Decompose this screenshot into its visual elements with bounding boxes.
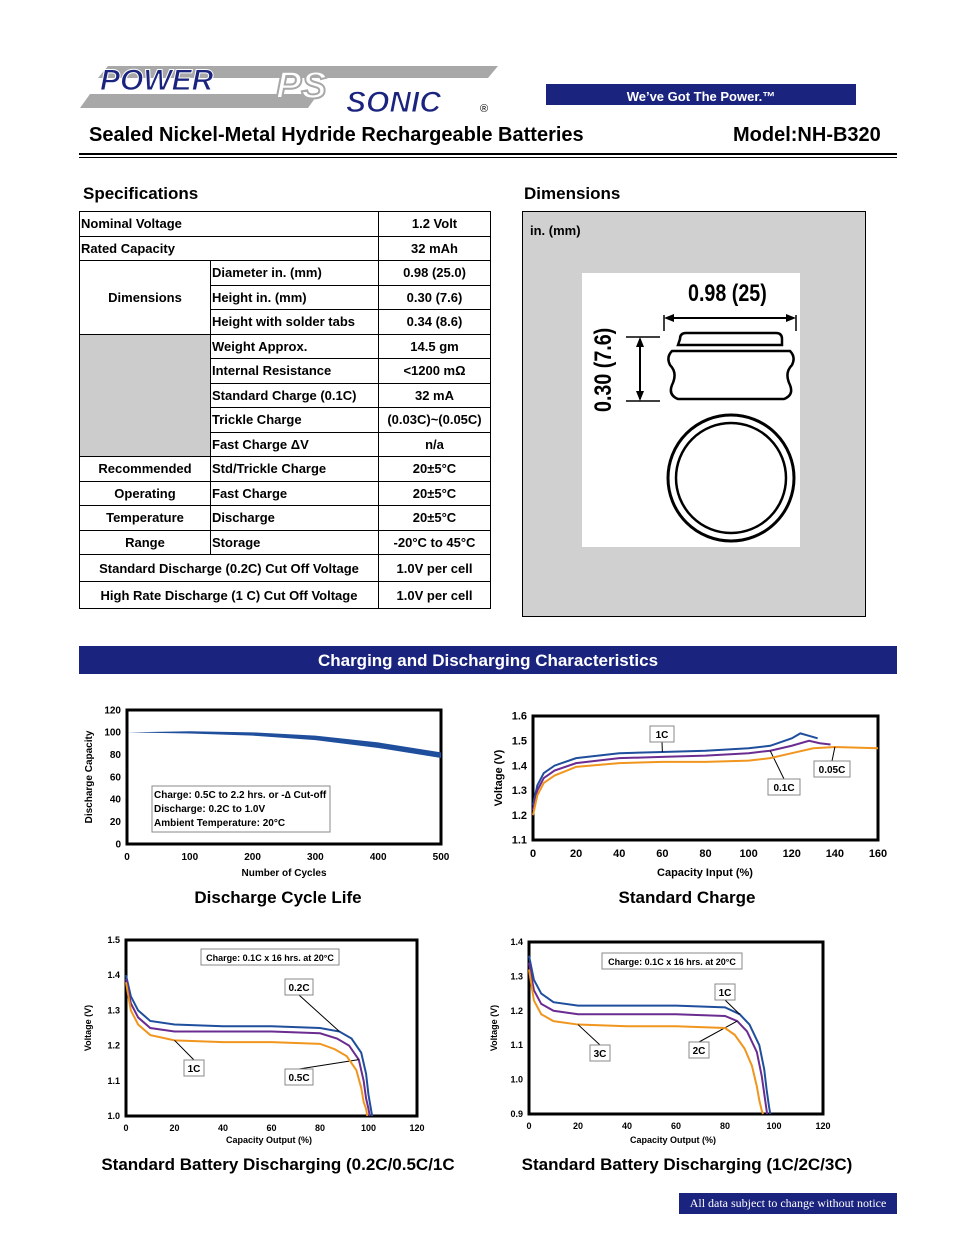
spec-value: 32 mA [379, 383, 491, 408]
y-tick-label: 1.1 [510, 1040, 523, 1051]
temperature-group-line: Operating [80, 481, 211, 506]
spec-label: Standard Discharge (0.2C) Cut Off Voltage [80, 555, 379, 582]
x-tick-label: 40 [621, 1121, 633, 1131]
annotation-line: Ambient Temperature: 20°C [154, 818, 286, 829]
spec-value: 1.0V per cell [379, 555, 491, 582]
annotation-line: Charge: 0.5C to 2.2 hrs. or -∆ Cut-off [154, 790, 327, 801]
spec-label: Weight Approx. [211, 334, 379, 359]
specifications-heading: Specifications [83, 184, 199, 203]
page-title: Sealed Nickel-Metal Hydride Rechargeable Batteries [89, 124, 584, 146]
y-axis-label: Discharge Capacity [84, 730, 95, 824]
table-row [80, 457, 491, 482]
y-tick-label: 1.1 [107, 1075, 120, 1086]
tagline-banner: We’ve Got The Power.™ [546, 84, 856, 105]
spec-value: 14.5 gm [379, 334, 491, 359]
footer-notice: All data subject to change without notice [679, 1193, 897, 1214]
x-tick-label: 100 [181, 852, 199, 863]
standard-charge-chart [488, 706, 898, 888]
grey-spacer-cell [80, 334, 211, 457]
spec-label: Fast Charge ΔV [211, 432, 379, 457]
y-tick-label: 1.2 [107, 1040, 120, 1051]
series-label: 1C [187, 1064, 201, 1075]
temperature-group-line: Range [80, 530, 211, 555]
spec-value: 20±5°C [379, 457, 491, 482]
chart-annotation: Charge: 0.1C x 16 hrs. at 20°C [206, 953, 334, 963]
y-tick-label: 100 [104, 727, 121, 739]
chart-annotation: Charge: 0.1C x 16 hrs. at 20°C [608, 957, 736, 967]
y-tick-label: 1.5 [511, 735, 527, 748]
y-tick-label: 0.9 [510, 1109, 523, 1119]
y-axis-label: Voltage (V) [489, 1004, 499, 1052]
series-label: 1C [655, 730, 669, 741]
cycle-life-chart [79, 700, 459, 885]
y-tick-label: 1.3 [107, 1005, 120, 1016]
series-label: 2C [692, 1046, 706, 1057]
spec-label: Internal Resistance [211, 359, 379, 384]
discharge-high-rate-chart [488, 936, 888, 1152]
y-tick-label: 1.2 [510, 1005, 523, 1016]
table-row [80, 481, 491, 506]
spec-label: Storage [211, 530, 379, 555]
x-tick-label: 100 [766, 1121, 782, 1131]
spec-value: 0.34 (8.6) [379, 310, 491, 335]
svg-text:®: ® [480, 103, 489, 115]
spec-label: Trickle Charge [211, 408, 379, 433]
x-tick-label: 60 [656, 848, 669, 860]
x-tick-label: 80 [719, 1121, 731, 1131]
spec-value: <1200 mΩ [379, 359, 491, 384]
x-tick-label: 80 [314, 1123, 326, 1133]
discharge-low-rate-chart [79, 932, 459, 1152]
table-row [80, 212, 491, 237]
table-row [80, 334, 491, 359]
spec-value: 32 mAh [379, 236, 491, 261]
y-tick-label: 20 [109, 817, 121, 828]
x-tick-label: 40 [217, 1123, 229, 1133]
x-tick-label: 500 [432, 852, 450, 863]
spec-label: Diameter in. (mm) [211, 261, 379, 286]
series-label: 0.05C [818, 765, 846, 776]
x-tick-label: 40 [613, 848, 626, 860]
y-tick-label: 120 [104, 705, 121, 717]
y-tick-label: 1.6 [511, 710, 527, 723]
series-label: 0.5C [288, 1073, 310, 1084]
header-rule-thin [79, 157, 897, 158]
x-tick-label: 0 [124, 852, 130, 863]
x-tick-label: 80 [699, 848, 712, 860]
x-tick-label: 0 [529, 848, 537, 860]
standard-charge-caption: Standard Charge [618, 888, 756, 907]
y-tick-label: 1.0 [510, 1074, 523, 1085]
x-tick-label: 20 [572, 1121, 584, 1131]
spec-value: n/a [379, 432, 491, 457]
discharge-high-rate-caption: Standard Battery Discharging (1C/2C/3C) [521, 1155, 853, 1174]
x-axis-label: Capacity Output (%) [629, 1135, 717, 1145]
spec-value: (0.03C)~(0.05C) [379, 408, 491, 433]
table-row [80, 530, 491, 555]
spec-label: Standard Charge (0.1C) [211, 383, 379, 408]
spec-label: Nominal Voltage [80, 212, 379, 237]
x-tick-label: 20 [169, 1123, 180, 1133]
svg-text:PS: PS [276, 65, 327, 107]
spec-value: 0.30 (7.6) [379, 285, 491, 310]
y-tick-label: 0 [115, 839, 121, 851]
spec-label: Height with solder tabs [211, 310, 379, 335]
x-tick-label: 200 [244, 852, 261, 863]
y-tick-label: 40 [109, 794, 121, 806]
series-label: 0.2C [288, 983, 310, 994]
spec-label: Rated Capacity [80, 236, 379, 261]
annotation-line: Discharge: 0.2C to 1.0V [154, 804, 266, 815]
svg-text:POWER: POWER [100, 64, 214, 97]
y-tick-label: 80 [109, 750, 121, 761]
cycle-life-caption: Discharge Cycle Life [194, 888, 362, 907]
y-tick-label: 1.1 [511, 834, 527, 847]
plot-frame [126, 940, 417, 1116]
x-tick-label: 100 [360, 1123, 377, 1133]
svg-text:SONIC: SONIC [346, 86, 442, 118]
x-tick-label: 140 [825, 848, 845, 860]
series-label: 1C [718, 988, 732, 999]
spec-value: -20°C to 45°C [379, 530, 491, 555]
x-tick-label: 0 [526, 1121, 532, 1131]
spec-value: 0.98 (25.0) [379, 261, 491, 286]
y-tick-label: 60 [109, 772, 121, 784]
x-tick-label: 60 [266, 1123, 277, 1133]
discharge-low-rate-caption: Standard Battery Discharging (0.2C/0.5C/1C [101, 1155, 455, 1174]
table-row [80, 506, 491, 531]
spec-value: 1.2 Volt [379, 212, 491, 237]
x-tick-label: 0 [123, 1123, 129, 1133]
spec-label: High Rate Discharge (1 C) Cut Off Voltage [80, 582, 379, 609]
x-tick-label: 120 [782, 848, 801, 860]
table-row [80, 555, 491, 582]
spec-label: Height in. (mm) [211, 285, 379, 310]
y-tick-label: 1.3 [511, 785, 527, 798]
y-axis-label: Voltage (V) [83, 1004, 93, 1052]
y-tick-label: 1.4 [511, 760, 527, 773]
y-tick-label: 1.2 [511, 809, 527, 822]
y-axis-label: Voltage (V) [493, 749, 505, 807]
y-tick-label: 1.3 [510, 971, 523, 982]
x-tick-label: 160 [868, 848, 888, 860]
spec-value: 20±5°C [379, 506, 491, 531]
x-axis-label: Capacity Output (%) [225, 1135, 313, 1145]
table-row [80, 236, 491, 261]
x-tick-label: 60 [670, 1121, 682, 1131]
dimensions-group-label: Dimensions [80, 261, 211, 335]
spec-label: Fast Charge [211, 481, 379, 506]
spec-label: Discharge [211, 506, 379, 531]
table-row [80, 582, 491, 609]
spec-label: Std/Trickle Charge [211, 457, 379, 482]
spec-value: 1.0V per cell [379, 582, 491, 609]
header-rule [79, 153, 897, 155]
x-tick-label: 100 [739, 848, 758, 860]
power-sonic-logo [78, 60, 498, 118]
model-number: Model:NH-B320 [733, 124, 881, 146]
diameter-dimension-label: 0.98 (25) [688, 280, 767, 307]
y-tick-label: 1.4 [107, 970, 120, 981]
height-dimension-label: 0.30 (7.6) [590, 327, 617, 412]
y-tick-label: 1.0 [107, 1111, 120, 1121]
table-row [80, 261, 491, 286]
temperature-group-line: Recommended [80, 457, 211, 482]
dimensions-unit: in. (mm) [530, 223, 581, 238]
temperature-group-line: Temperature [80, 506, 211, 531]
series-label: 0.1C [773, 783, 795, 794]
specifications-table [79, 211, 491, 609]
x-tick-label: 300 [307, 852, 324, 863]
series-label: 3C [593, 1049, 607, 1060]
plot-frame [533, 716, 878, 840]
dimensions-heading: Dimensions [524, 184, 621, 203]
x-tick-label: 400 [369, 852, 387, 863]
y-tick-label: 1.5 [107, 935, 120, 945]
x-axis-label: Number of Cycles [241, 868, 327, 879]
y-tick-label: 1.4 [510, 937, 523, 947]
characteristics-banner: Charging and Discharging Characteristics [79, 646, 897, 674]
x-tick-label: 120 [409, 1123, 425, 1133]
x-tick-label: 120 [815, 1121, 831, 1131]
spec-value: 20±5°C [379, 481, 491, 506]
logo-graphic [78, 60, 498, 118]
x-tick-label: 20 [570, 848, 583, 860]
x-axis-label: Capacity Input (%) [657, 867, 753, 879]
